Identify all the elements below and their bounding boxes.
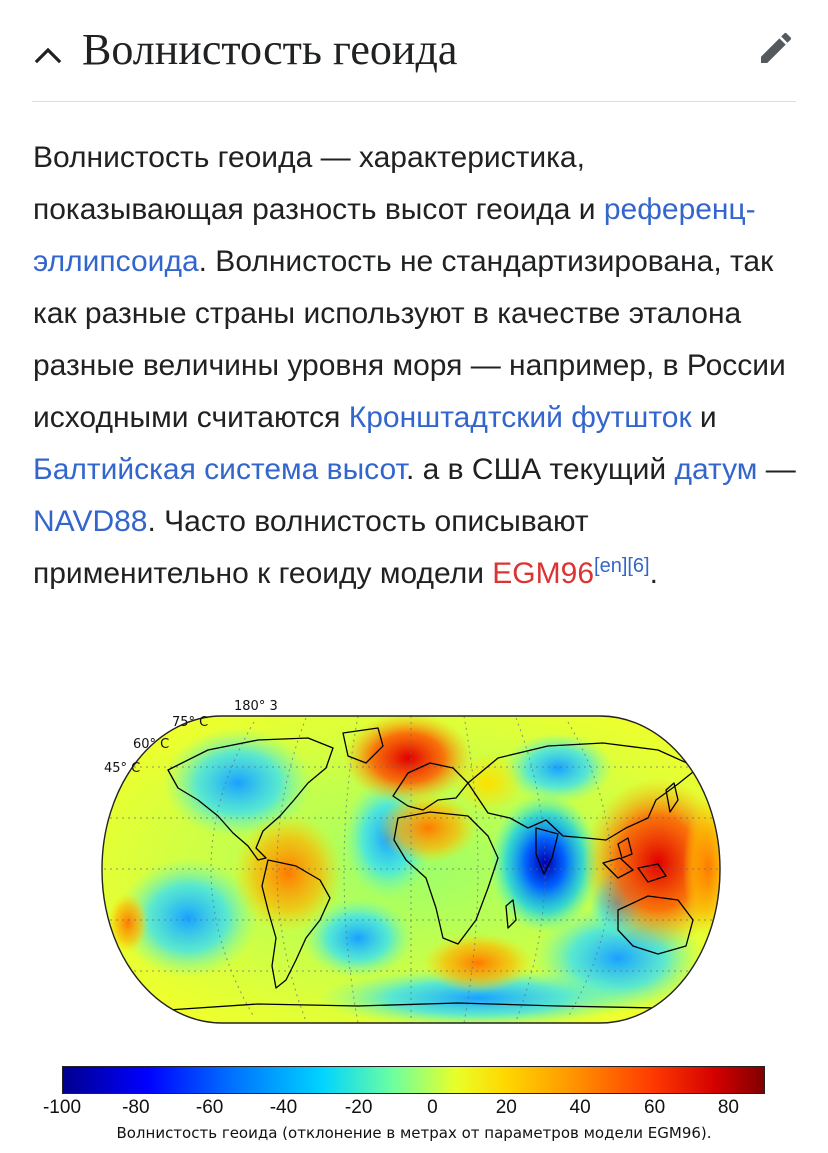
colorbar-ticks — [42, 1096, 765, 1120]
figure-caption: Волнистость геоида (отклонение в метрах от параметров модели EGM96). — [116, 1124, 712, 1142]
paragraph-text: . а в США текущий — [405, 453, 675, 486]
colorbar-tick: 80 — [717, 1097, 740, 1118]
reference-6[interactable]: [6] — [627, 555, 650, 577]
chevron-up-icon[interactable] — [32, 42, 64, 66]
pencil-icon[interactable] — [756, 28, 796, 68]
paragraph-text: Волнистость геоида — характеристика, показывающая разность высот геоида и — [33, 141, 604, 226]
map-label: 180° 3 — [234, 699, 278, 714]
colorbar-tick: -20 — [344, 1097, 373, 1118]
colorbar-tick: 60 — [644, 1097, 666, 1118]
references — [594, 555, 650, 577]
colorbar-tick: -100 — [42, 1097, 82, 1118]
link-reference-ellipsoid[interactable]: референц-эллипсоида — [33, 193, 756, 278]
article-paragraph — [33, 132, 798, 600]
colorbar-tick: 20 — [495, 1097, 517, 1118]
link-egm96[interactable]: EGM96 — [492, 557, 595, 590]
section-header — [32, 14, 796, 102]
colorbar-tick: 0 — [427, 1097, 438, 1118]
link-datum[interactable]: датум — [674, 453, 758, 486]
link-baltic-height-system[interactable]: Балтийская система высот — [33, 453, 406, 486]
reference-en[interactable]: [en] — [594, 555, 628, 577]
paragraph-text: . Волнистость не стандартизирована, так как разные страны используют в качестве эталона разные величины уровня моря — например, в России исходными считаются — [33, 245, 786, 434]
colorbar-tick: -60 — [195, 1097, 224, 1118]
geoid-undulation-figure[interactable] — [42, 688, 770, 1148]
map-label: 60° C — [133, 737, 170, 752]
paragraph-text: . Часто волнистость описывают применительно к геоиду модели — [33, 505, 589, 590]
link-kronstadt-footstock[interactable]: Кронштадтский футшток — [348, 401, 692, 434]
paragraph-text: . — [649, 557, 658, 590]
section-title: Волнистость геоида — [82, 25, 458, 74]
map-label: 45° C — [104, 761, 141, 776]
colorbar-tick: -80 — [122, 1097, 150, 1118]
paragraph-text: — — [757, 453, 796, 486]
map-label: 75° C — [172, 715, 209, 730]
paragraph-text: и — [691, 401, 717, 434]
colorbar-tick: 40 — [569, 1097, 591, 1118]
geoid-map[interactable] — [58, 688, 770, 1048]
colorbar — [62, 1066, 765, 1094]
link-navd88[interactable]: NAVD88 — [33, 505, 148, 538]
colorbar-tick: -40 — [269, 1097, 298, 1118]
